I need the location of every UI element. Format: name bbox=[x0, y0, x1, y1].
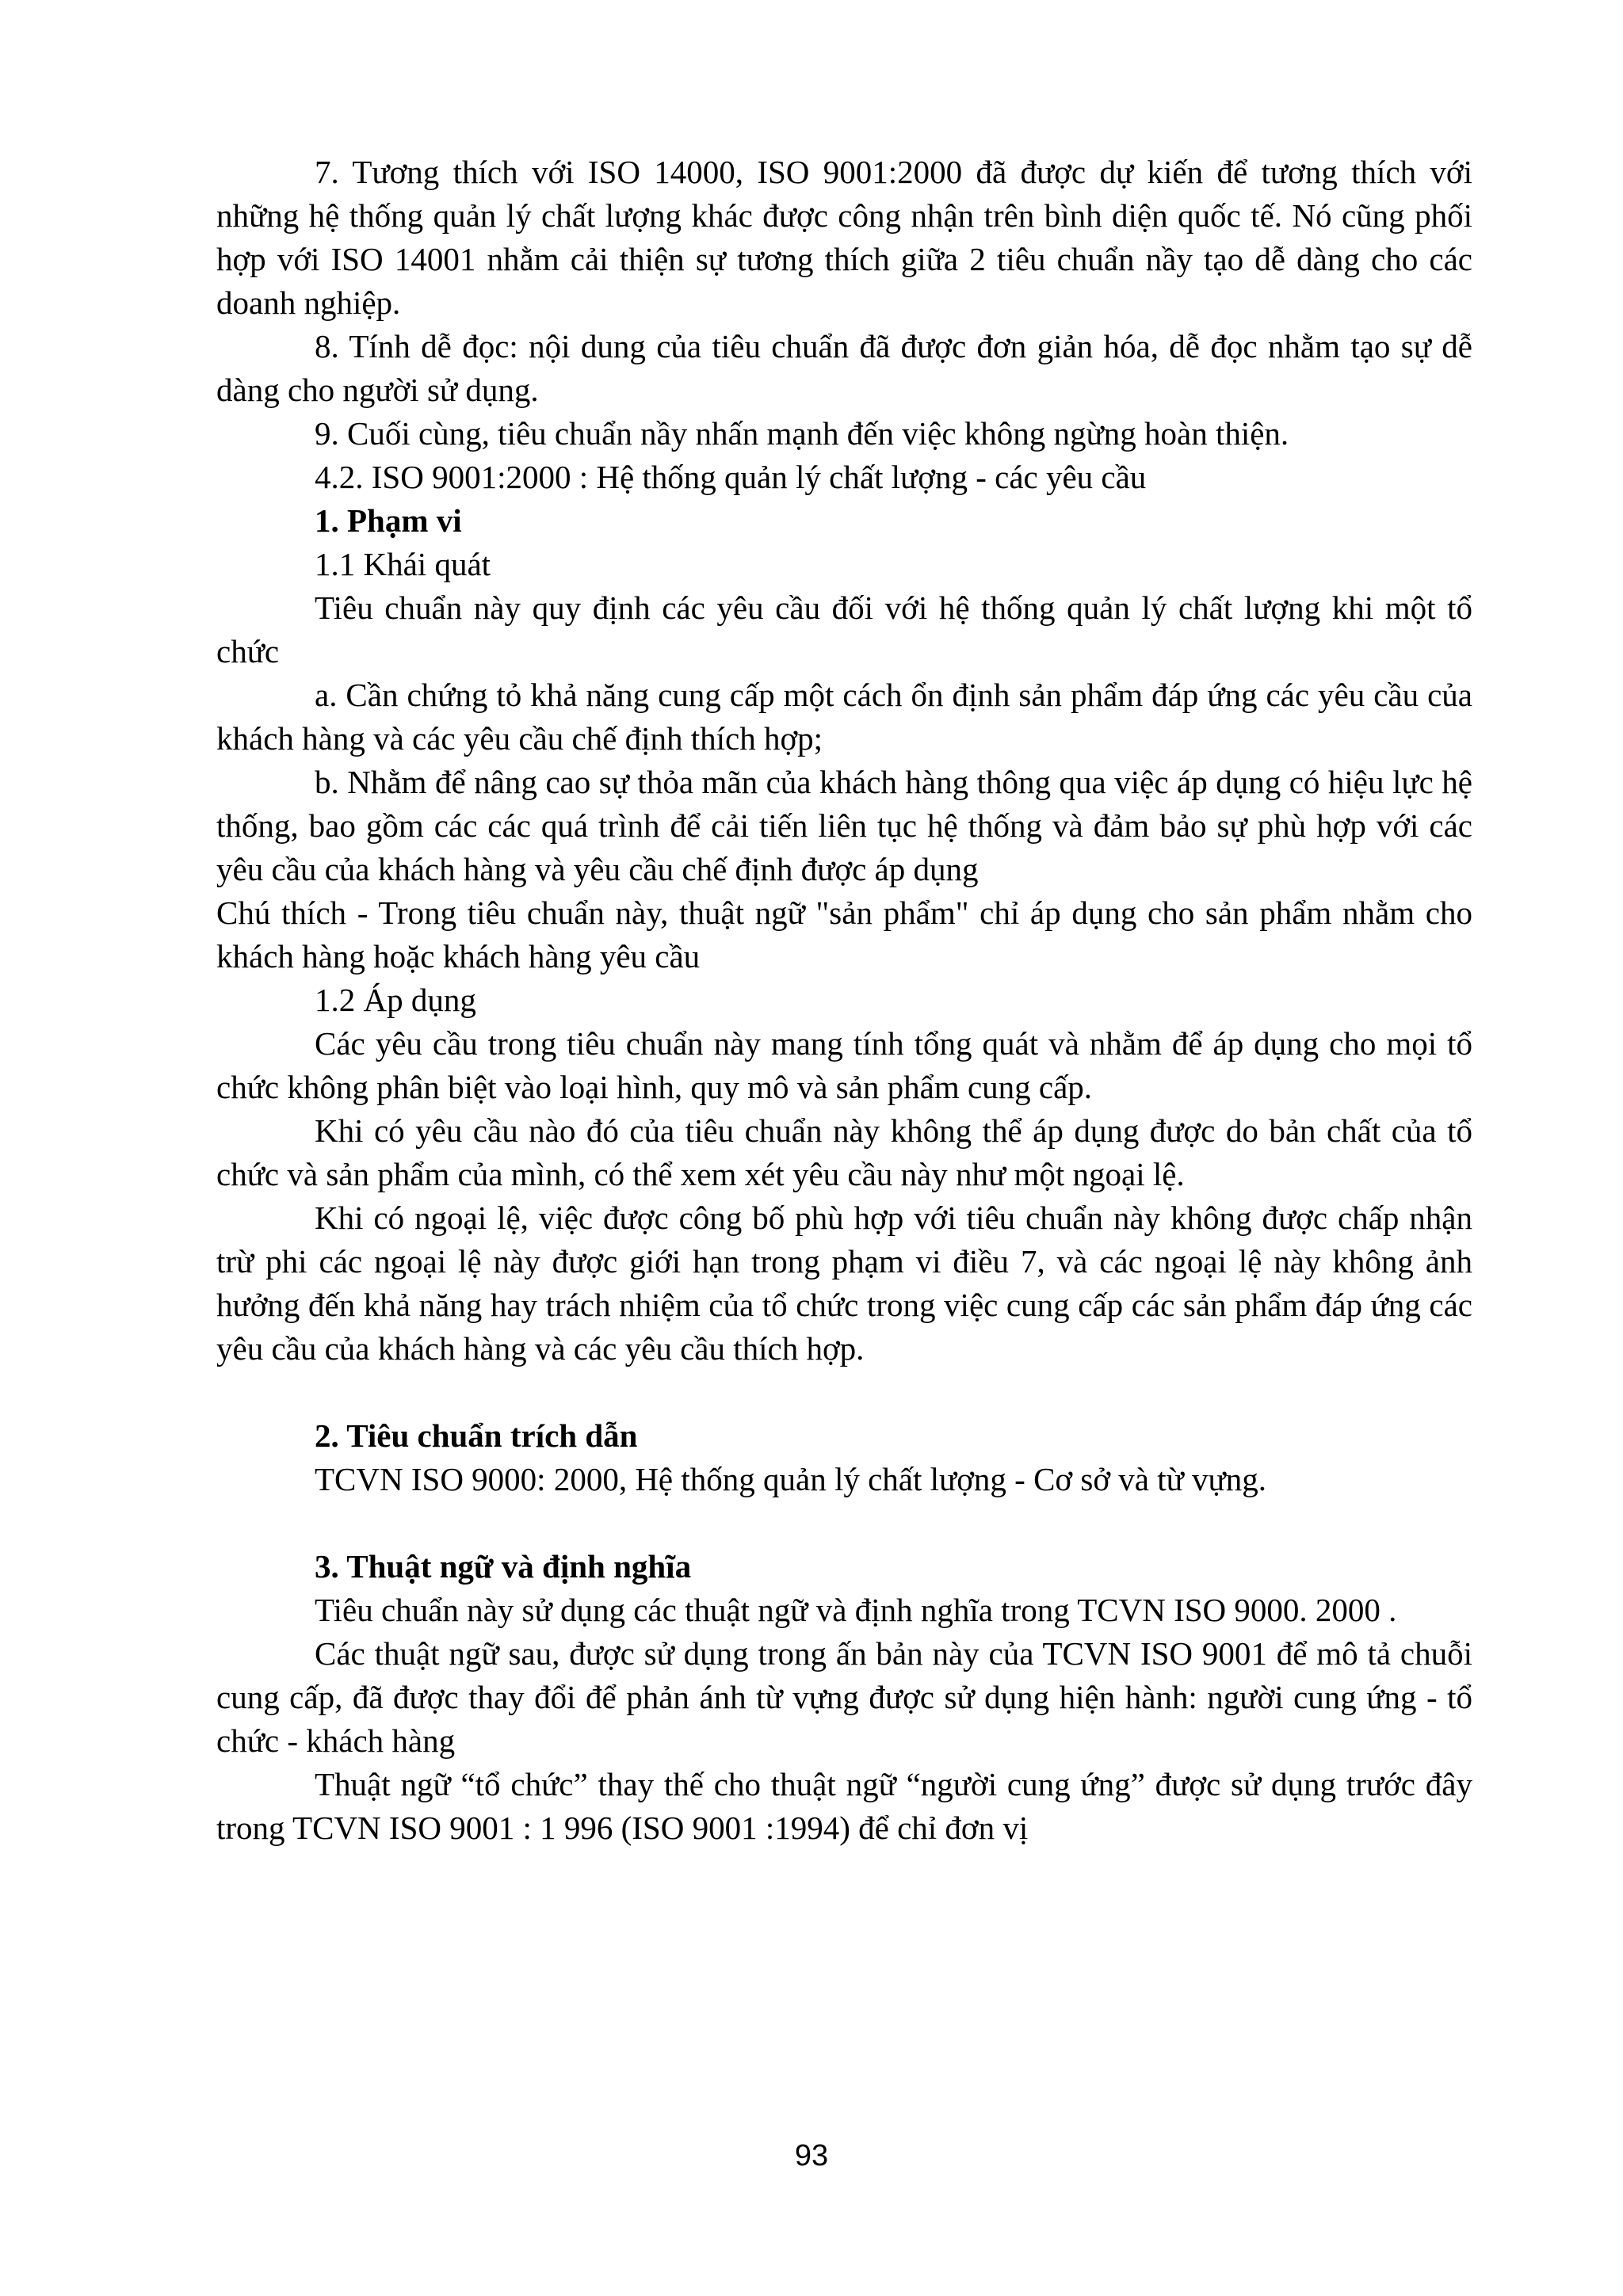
subheading-1-1: 1.1 Khái quát bbox=[315, 546, 491, 582]
list-item-a: a. Cần chứng tỏ khả năng cung cấp một cách ổn định sản phẩm đáp ứng các yêu cầu của khách hàng và các yêu cầu chế định thích hợp; bbox=[216, 677, 1472, 757]
paragraph-1-2-b: Khi có yêu cầu nào đó của tiêu chuẩn này không thể áp dụng được do bản chất của tổ chức và sản phẩm của mình, có thể xem xét yêu cầu này như một ngoại lệ. bbox=[216, 1112, 1472, 1192]
note-paragraph: Chú thích - Trong tiêu chuẩn này, thuật ngữ "sản phẩm" chỉ áp dụng cho sản phẩm nhằm cho khách hàng hoặc khách hàng yêu cầu bbox=[216, 894, 1472, 974]
subheading-1-2: 1.2 Áp dụng bbox=[315, 982, 476, 1018]
heading-scope: 1. Phạm vi bbox=[315, 502, 462, 539]
paragraph-2: TCVN ISO 9000: 2000, Hệ thống quản lý chất lượng - Cơ sở và từ vựng. bbox=[315, 1461, 1267, 1497]
paragraph-item-8: 8. Tính dễ đọc: nội dung của tiêu chuẩn đã được đơn giản hóa, dễ đọc nhằm tạo sự dễ dàng cho người sử dụng. bbox=[216, 328, 1472, 408]
paragraph-3-b: Các thuật ngữ sau, được sử dụng trong ấn bản này của TCVN ISO 9001 để mô tả chuỗi cung cấp, đã được thay đổi để phản ánh từ vựng được sử dụng hiện hành: người cung ứng - tổ chức - khách hàng bbox=[216, 1635, 1472, 1759]
page-number: 93 bbox=[794, 2139, 829, 2172]
paragraph-item-7: 7. Tương thích với ISO 14000, ISO 9001:2000 đã được dự kiến để tương thích với những hệ thống quản lý chất lượng khác được công nhận trên bình diện quốc tế. Nó cũng phối hợp với ISO 14001 nhằm cải thiện sự tương thích giữa 2 tiêu chuẩn nầy tạo dễ dàng cho các doanh nghiệp. bbox=[216, 154, 1472, 321]
paragraph-1-2-a: Các yêu cầu trong tiêu chuẩn này mang tính tổng quát và nhằm để áp dụng cho mọi tổ chức không phân biệt vào loại hình, quy mô và sản phẩm cung cấp. bbox=[216, 1025, 1472, 1105]
heading-terms-definitions: 3. Thuật ngữ và định nghĩa bbox=[315, 1548, 692, 1585]
section-spacer bbox=[216, 1371, 1472, 1414]
paragraph-1-2-c: Khi có ngoại lệ, việc được công bố phù hợp với tiêu chuẩn này không được chấp nhận trừ phi các ngoại lệ này được giới hạn trong phạm vi điều 7, và các ngoại lệ này không ảnh hưởng đến khả năng hay trách nhiệm của tổ chức trong việc cung cấp các sản phẩm đáp ứng các yêu cầu của khách hàng và các yêu cầu thích hợp. bbox=[216, 1199, 1472, 1367]
heading-normative-references: 2. Tiêu chuẩn trích dẫn bbox=[315, 1417, 638, 1454]
section-title-4-2: 4.2. ISO 9001:2000 : Hệ thống quản lý chất lượng - các yêu cầu bbox=[315, 459, 1147, 495]
paragraph-3-c: Thuật ngữ “tổ chức” thay thế cho thuật ngữ “người cung ứng” được sử dụng trước đây trong TCVN ISO 9001 : 1 996 (ISO 9001 :1994) để chỉ đơn vị bbox=[216, 1766, 1472, 1846]
paragraph-3-a: Tiêu chuẩn này sử dụng các thuật ngữ và định nghĩa trong TCVN ISO 9000. 2000 . bbox=[315, 1592, 1397, 1628]
list-item-b: b. Nhằm để nâng cao sự thỏa mãn của khách hàng thông qua việc áp dụng có hiệu lực hệ thống, bao gồm các các quá trình để cải tiến liên tục hệ thống và đảm bảo sự phù hợp với các yêu cầu của khách hàng và yêu cầu chế định được áp dụng bbox=[216, 764, 1472, 887]
paragraph-item-9: 9. Cuối cùng, tiêu chuẩn nầy nhấn mạnh đến việc không ngừng hoàn thiện. bbox=[315, 415, 1289, 452]
page-body bbox=[216, 151, 1472, 1850]
paragraph-1-1: Tiêu chuẩn này quy định các yêu cầu đối với hệ thống quản lý chất lượng khi một tổ chức bbox=[216, 589, 1472, 669]
section-spacer bbox=[216, 1501, 1472, 1545]
